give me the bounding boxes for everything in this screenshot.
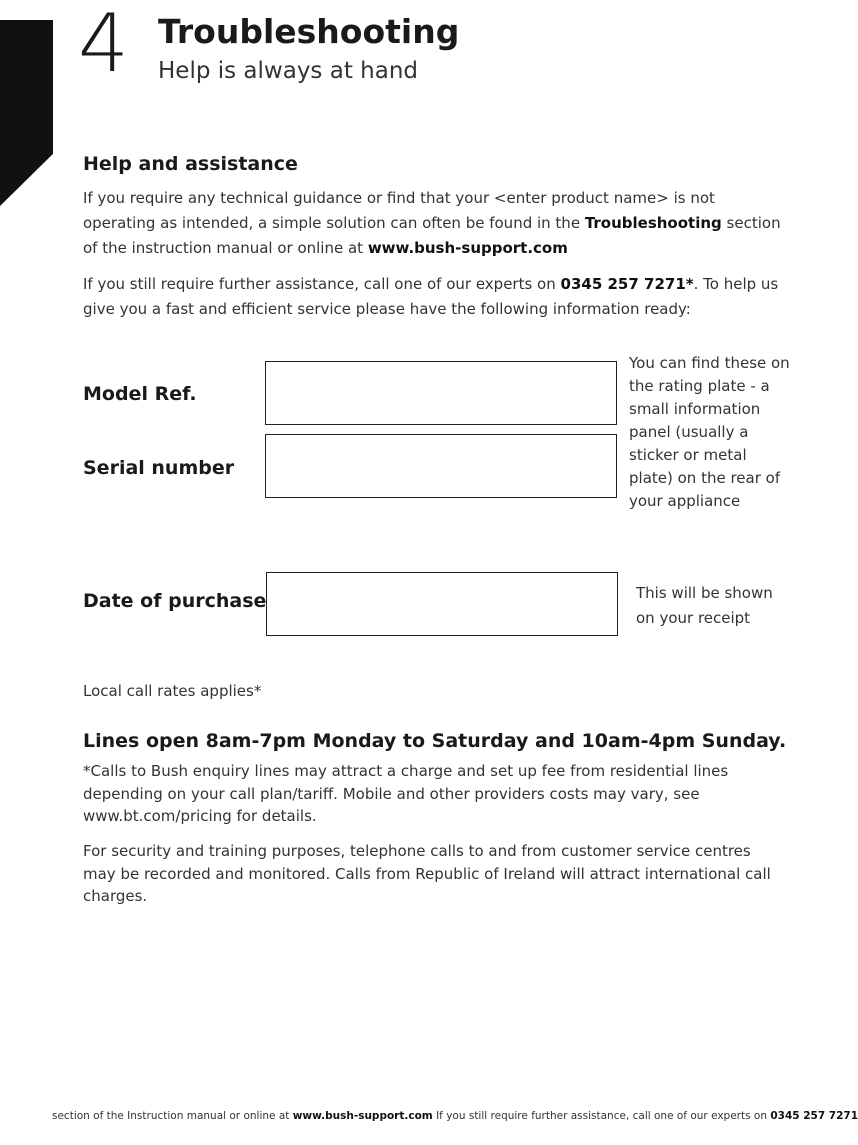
local-call-rates-note: Local call rates applies* [83, 682, 262, 700]
troubleshooting-ref: Troubleshooting [584, 214, 722, 232]
help-paragraph-1 [83, 186, 783, 261]
page-title: Troubleshooting [158, 12, 460, 51]
page-subtitle: Help is always at hand [158, 58, 418, 84]
security-paragraph: For security and training purposes, telephone calls to and from customer service centres may be recorded and monitored. Calls from Republic of Ireland will attract international call charges. [83, 842, 771, 905]
date-of-purchase-label: Date of purchase [83, 590, 267, 612]
model-ref-label: Model Ref. [83, 383, 197, 405]
footer-text-part: If you still require further assistance, call one of our experts on [432, 1110, 771, 1122]
help-heading: Help and assistance [83, 153, 298, 175]
chapter-number: 4 [78, 0, 129, 90]
footer-text-part: section of the Instruction manual or online at [52, 1110, 293, 1122]
rating-plate-note: You can find these on the rating plate - a small information panel (usually a sticker or metal plate) on the rear of your appliance [629, 354, 790, 510]
serial-number-field[interactable] [265, 434, 617, 498]
help-text: If you require any technical guidance or find that your <enter product name> is not operating as intended, a simple solution can often be found in the [83, 189, 715, 232]
help-text: If you still require further assistance, call one of our experts on [83, 275, 561, 293]
chapter-tab [0, 20, 53, 206]
serial-number-label: Serial number [83, 457, 235, 479]
receipt-note: This will be shown on your receipt [636, 584, 773, 627]
footer-text [52, 1110, 858, 1122]
date-of-purchase-field[interactable] [266, 572, 618, 636]
support-website-link[interactable]: www.bush-support.com [367, 239, 568, 257]
footer-website-link[interactable]: www.bush-support.com [292, 1110, 433, 1122]
help-text: section of the instruction manual or online at [83, 214, 781, 257]
help-text: . To help us give you a fast and efficient service please have the following information ready: [83, 275, 779, 318]
footer-phone-number: 0345 257 7271 [770, 1110, 858, 1122]
support-phone-number: 0345 257 7271* [560, 275, 694, 293]
opening-hours-heading: Lines open 8am-7pm Monday to Saturday and 10am-4pm Sunday. [83, 730, 787, 752]
model-ref-field[interactable] [265, 361, 617, 425]
call-charges-paragraph: *Calls to Bush enquiry lines may attract a charge and set up fee from residential lines depending on your call plan/tariff. Mobile and other providers costs may vary, see www.bt.com/pricing for details. [83, 762, 729, 825]
help-paragraph-2 [83, 272, 783, 322]
